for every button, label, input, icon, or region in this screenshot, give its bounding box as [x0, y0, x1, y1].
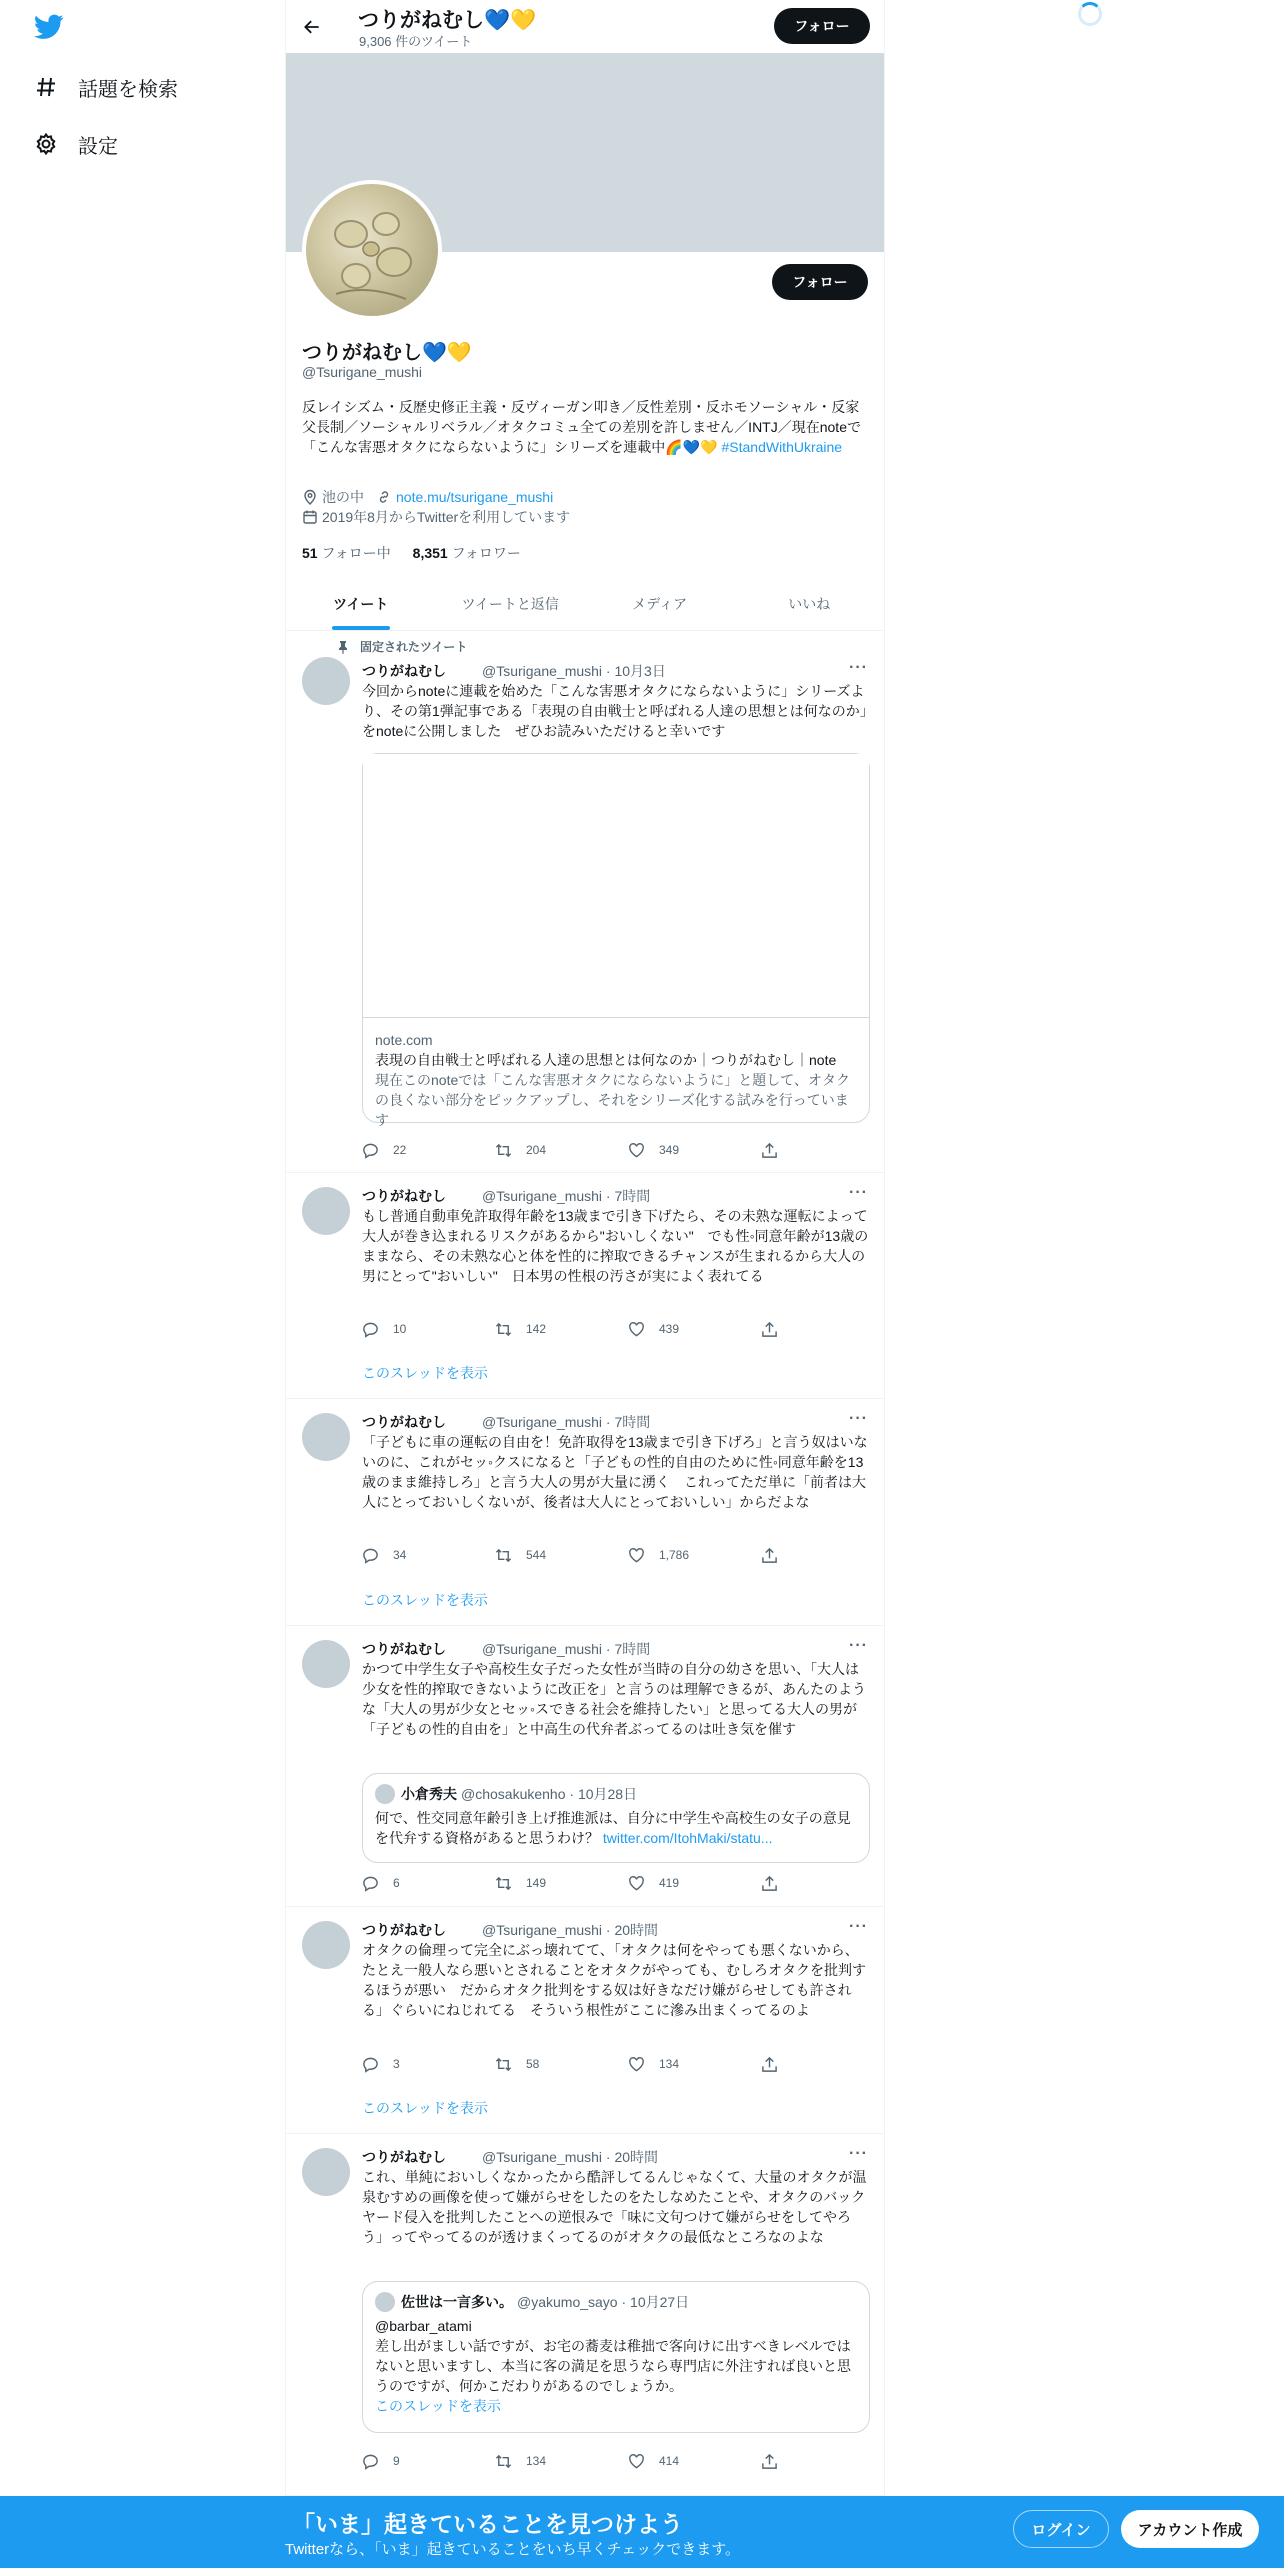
retweet-button[interactable]: 134 [495, 2453, 628, 2470]
profile-name: つりがねむし💙💛 [302, 342, 472, 364]
share-icon [761, 2453, 778, 2470]
tweet-header [362, 1186, 650, 1206]
tweet-text: これ、単純においしくなかったから酷評してるんじゃなくて、大量のオタクが温泉むすめの画像を使って嫌がらせをしたのをたしなめたことや、オタクのバックヤード侵入を批判したことへの逆恨みで「味に文句つけて嫌がらせをしてやろう」ってやってるのが透けまくってるのがオタクの最低なところなのよな [362, 2169, 867, 2245]
tab-likes[interactable]: いいね [788, 596, 831, 612]
retweet-icon [495, 2453, 512, 2470]
tab-media[interactable]: メディア [632, 596, 688, 612]
profile-column [285, 0, 885, 2500]
share-icon [761, 1875, 778, 1892]
like-button[interactable]: 1,786 [628, 1547, 761, 1564]
gear-icon [34, 132, 58, 156]
reply-icon [362, 2056, 379, 2073]
retweet-icon [495, 2056, 512, 2073]
share-icon [761, 1321, 778, 1338]
twitter-logo-icon[interactable] [34, 14, 64, 40]
tweet-header [362, 2147, 658, 2167]
reply-button[interactable]: 34 [362, 1547, 495, 1564]
location-pin-icon [302, 489, 318, 505]
show-thread-link[interactable]: このスレッドを表示 [362, 1592, 488, 1608]
tweet-meta: @Tsurigane_mushi · 7時間 [482, 1188, 651, 1204]
share-button[interactable] [761, 1142, 791, 1159]
link-card-domain: note.com [375, 1032, 433, 1048]
profile-bio [302, 397, 868, 457]
signup-banner-subtitle: Twitterなら、「いま」起きていることをいち早くチェックできます。 [285, 2541, 741, 2558]
tweet-item[interactable] [286, 1399, 884, 1626]
link-card[interactable] [362, 753, 870, 1128]
header-tweet-count: 9,306 件のツイート [359, 34, 473, 49]
tweet-header [362, 661, 666, 681]
nav-explore-label: 話題を検索 [78, 78, 178, 101]
profile-header-bar [286, 0, 884, 53]
bio-text: 反レイシズム・反歴史修正主義・反ヴィーガン叩き／反性差別・反ホモソーシャル・反家父長制／ソーシャルリベラル／オタクコミュ全ての差別を許しません／INTJ／現在noteで「こんな害悪オタクにならないように」シリーズを連載中🌈💙💛 [302, 399, 861, 455]
retweet-icon [495, 1321, 512, 1338]
link-icon [376, 489, 392, 505]
tweet-avatar[interactable] [302, 1413, 350, 1461]
tweet-avatar[interactable] [302, 1187, 350, 1235]
like-button[interactable]: 419 [628, 1875, 761, 1892]
more-options-icon[interactable]: ··· [849, 1637, 868, 1654]
profile-meta-row [302, 487, 553, 507]
quoted-reply-to: @barbar_atami [375, 2318, 472, 2334]
login-button[interactable]: ログイン [1013, 2510, 1109, 2548]
reply-button[interactable]: 9 [362, 2453, 495, 2470]
share-icon [761, 2056, 778, 2073]
heart-icon [628, 1875, 645, 1892]
tweet-meta: @Tsurigane_mushi · 20時間 [482, 2149, 659, 2165]
tweet-author-name[interactable]: つりがねむし [362, 1641, 446, 1657]
quoted-tweet[interactable] [362, 1773, 870, 1863]
reply-button[interactable]: 10 [362, 1321, 495, 1338]
share-button[interactable] [761, 1321, 791, 1338]
more-options-icon[interactable]: ··· [849, 1184, 868, 1201]
quoted-avatar [375, 2292, 395, 2312]
show-thread-link[interactable]: このスレッドを表示 [362, 2100, 488, 2116]
link-card-description: 現在このnoteでは「こんな害悪オタクにならないように」と題して、オタクの良くない部分をピックアップし、それをシリーズ化する試みを行っています [375, 1072, 850, 1128]
profile-tabs [286, 578, 884, 631]
tweet-header [362, 1920, 658, 1940]
quoted-link[interactable]: twitter.com/ItohMaki/statu... [602, 1830, 773, 1846]
pinned-label: 固定されたツイート [336, 638, 467, 655]
pin-icon [336, 640, 350, 654]
hashtag-icon [34, 75, 58, 99]
tweet-text: 「子どもに車の運転の自由を！免許取得を13歳まで引き下げろ」と言う奴はいないのに、これがセッ◦クスになると「子どもの性的自由のために性◦同意年齢を13歳のまま維持しろ」と言う大人の男が大量に湧く これってただ単に「前者は大人にとっておいしくないが、後者は大人にとっておいしい」からだよな [362, 1434, 868, 1510]
link-card-image [363, 754, 869, 1018]
nav-settings[interactable] [34, 124, 118, 164]
reply-icon [362, 2453, 379, 2470]
reply-button[interactable]: 6 [362, 1875, 495, 1892]
follow-stats [302, 543, 521, 563]
tweet-actions [362, 1319, 792, 1339]
tweet-actions [362, 1873, 792, 1893]
quoted-author-name: 佐世は一言多い。 [401, 2294, 513, 2310]
reply-icon [362, 1875, 379, 1892]
tweet-actions [362, 1545, 792, 1565]
more-options-icon[interactable]: ··· [849, 1410, 868, 1427]
profile-handle: @Tsurigane_mushi [302, 364, 423, 380]
quoted-text: 差し出がましい話ですが、お宅の蕎麦は稚拙で客向けに出すべきレベルではないと思いますし、本当に客の満足を思うなら専門店に外注すれば良いと思うのですが、何かこだわりがあるのでしょうか。 [375, 2338, 851, 2394]
share-button[interactable] [761, 2453, 791, 2470]
more-options-icon[interactable]: ··· [849, 2145, 868, 2162]
signup-button[interactable]: アカウント作成 [1121, 2510, 1259, 2548]
follow-button[interactable]: フォロー [772, 264, 868, 300]
tweet-author-name[interactable]: つりがねむし [362, 2149, 446, 2165]
header-name: つりがねむし💙💛 [358, 9, 537, 32]
quoted-show-thread-link[interactable]: このスレッドを表示 [375, 2398, 501, 2414]
header-follow-button[interactable]: フォロー [774, 8, 870, 44]
heart-icon [628, 1142, 645, 1159]
like-button[interactable]: 414 [628, 2453, 761, 2470]
tweet-header [362, 1639, 650, 1659]
retweet-button[interactable]: 58 [495, 2056, 628, 2073]
left-nav [0, 0, 285, 2568]
like-button[interactable]: 439 [628, 1321, 761, 1338]
tweet-header [362, 1412, 650, 1432]
tweet-actions [362, 2451, 792, 2471]
tweet-text: 今回からnoteに連載を始めた「こんな害悪オタクにならないように」シリーズより、その第1弾記事である「表現の自由戦士と呼ばれる人達の思想とは何なのか」をnoteに公開しました ぜひお読みいただけると幸いです [362, 683, 867, 739]
profile-joined-row [302, 507, 570, 527]
heart-icon [628, 1321, 645, 1338]
nav-explore[interactable] [34, 67, 178, 107]
retweet-icon [495, 1875, 512, 1892]
share-button[interactable] [761, 1875, 791, 1892]
tweet-avatar[interactable] [302, 657, 350, 705]
tweet-avatar[interactable] [302, 1921, 350, 1969]
following-link[interactable]: 51 フォロー中 [302, 545, 391, 561]
quoted-meta: @yakumo_sayo · 10月27日 [517, 2294, 690, 2310]
reply-button[interactable]: 22 [362, 1142, 495, 1159]
tweet-meta: @Tsurigane_mushi · 10月3日 [482, 663, 666, 679]
retweet-button[interactable]: 142 [495, 1321, 628, 1338]
show-thread-link[interactable]: このスレッドを表示 [362, 1365, 488, 1381]
quoted-author-name: 小倉秀夫 [401, 1786, 457, 1802]
like-button[interactable]: 349 [628, 1142, 761, 1159]
tweet-meta: @Tsurigane_mushi · 20時間 [482, 1922, 659, 1938]
quoted-text: 何で、性交同意年齢引き上げ推進派は、自分に中学生や高校生の女子の意見を代弁する資格があると思うわけ？ twitter.com/ItohMaki/statu... [375, 1810, 851, 1846]
tweet-item[interactable] [286, 631, 884, 1173]
signup-banner-title: 「いま」起きていることを見つけよう [292, 2511, 683, 2537]
share-icon [761, 1547, 778, 1564]
share-button[interactable] [761, 1547, 791, 1564]
back-arrow-icon [302, 17, 322, 37]
share-button[interactable] [761, 2056, 791, 2073]
tab-tweets[interactable]: ツイート [286, 578, 436, 630]
tweet-avatar[interactable] [302, 2148, 350, 2196]
followers-link[interactable]: 8,351 フォロワー [412, 545, 521, 561]
tweet-text: オタクの倫理って完全にぶっ壊れてて、「オタクは何をやっても悪くないから、たとえ一般人なら悪いとされることをオタクがやっても、むしろオタクを批判するほうが悪い だからオタク批判をする奴は好きなだけ嫌がらせしても許される」ぐらいにねじれてる そういう根性がここに滲み出まくってるのよ [362, 1942, 866, 2018]
tweet-item[interactable] [286, 1626, 884, 1907]
tweet-text: かつて中学生女子や高校生女子だった女性が当時の自分の幼さを思い、「大人は少女を性的搾取できないように改正を」と言うのは理解できるが、あんたのような「大人の男が少女とセッ◦スできる社会を維持したい」と思ってる大人の男が「子どもの性的自由を」と中高生の代弁者ぶってるのは吐き気を催す [362, 1661, 866, 1737]
nav-settings-label: 設定 [78, 135, 118, 158]
retweet-icon [495, 1547, 512, 1564]
tweet-text: もし普通自動車免許取得年齢を13歳まで引き下げたら、その未熟な運転によって大人が巻き込まれるリスクがあるから"おいしくない" でも性◦同意年齢が13歳のままなら、その未熟な心と体を性的に搾取できるチャンスが生まれるから大人の男にとって"おいしい" 日本男の性根の汚さが実によく表れてる [362, 1208, 869, 1284]
tweet-item[interactable] [286, 2134, 884, 2496]
tweet-actions [362, 2054, 792, 2074]
reply-icon [362, 1142, 379, 1159]
tweet-avatar[interactable] [302, 1640, 350, 1688]
quoted-avatar [375, 1784, 395, 1804]
avatar-image [306, 184, 438, 316]
share-icon [761, 1142, 778, 1159]
profile-website-link[interactable]: note.mu/tsurigane_mushi [396, 489, 554, 505]
tab-tweets-and-replies[interactable]: ツイートと返信 [461, 596, 559, 612]
profile-location: 池の中 [322, 489, 364, 505]
like-button[interactable]: 134 [628, 2056, 761, 2073]
tweet-meta: @Tsurigane_mushi · 7時間 [482, 1641, 651, 1657]
reply-button[interactable]: 3 [362, 2056, 495, 2073]
retweet-button[interactable]: 149 [495, 1875, 628, 1892]
bio-hashtag-link[interactable]: #StandWithUkraine [721, 439, 843, 455]
tweet-author-name[interactable]: つりがねむし [362, 663, 446, 679]
retweet-button[interactable]: 544 [495, 1547, 628, 1564]
profile-avatar[interactable] [302, 180, 442, 320]
more-options-icon[interactable]: ··· [849, 1918, 868, 1935]
tweet-author-name[interactable]: つりがねむし [362, 1188, 446, 1204]
tweet-item[interactable] [286, 1173, 884, 1399]
loading-spinner-icon [1078, 2, 1102, 26]
heart-icon [628, 1547, 645, 1564]
more-options-icon[interactable]: ··· [849, 659, 868, 676]
quoted-tweet[interactable] [362, 2281, 870, 2433]
tweet-author-name[interactable]: つりがねむし [362, 1922, 446, 1938]
retweet-button[interactable]: 204 [495, 1142, 628, 1159]
tweet-meta: @Tsurigane_mushi · 7時間 [482, 1414, 651, 1430]
heart-icon [628, 2453, 645, 2470]
link-card-title: 表現の自由戦士と呼ばれる人達の思想とは何なのか｜つりがねむし｜note [375, 1052, 837, 1068]
reply-icon [362, 1547, 379, 1564]
calendar-icon [302, 509, 318, 525]
tweet-author-name[interactable]: つりがねむし [362, 1414, 446, 1430]
signup-banner [0, 2496, 1284, 2568]
reply-icon [362, 1321, 379, 1338]
back-button[interactable] [296, 11, 328, 43]
quoted-meta: @chosakukenho · 10月28日 [461, 1786, 638, 1802]
tweet-item[interactable] [286, 1907, 884, 2134]
heart-icon [628, 2056, 645, 2073]
retweet-icon [495, 1142, 512, 1159]
tweet-actions [362, 1140, 792, 1160]
profile-joined: 2019年8月からTwitterを利用しています [322, 509, 571, 525]
